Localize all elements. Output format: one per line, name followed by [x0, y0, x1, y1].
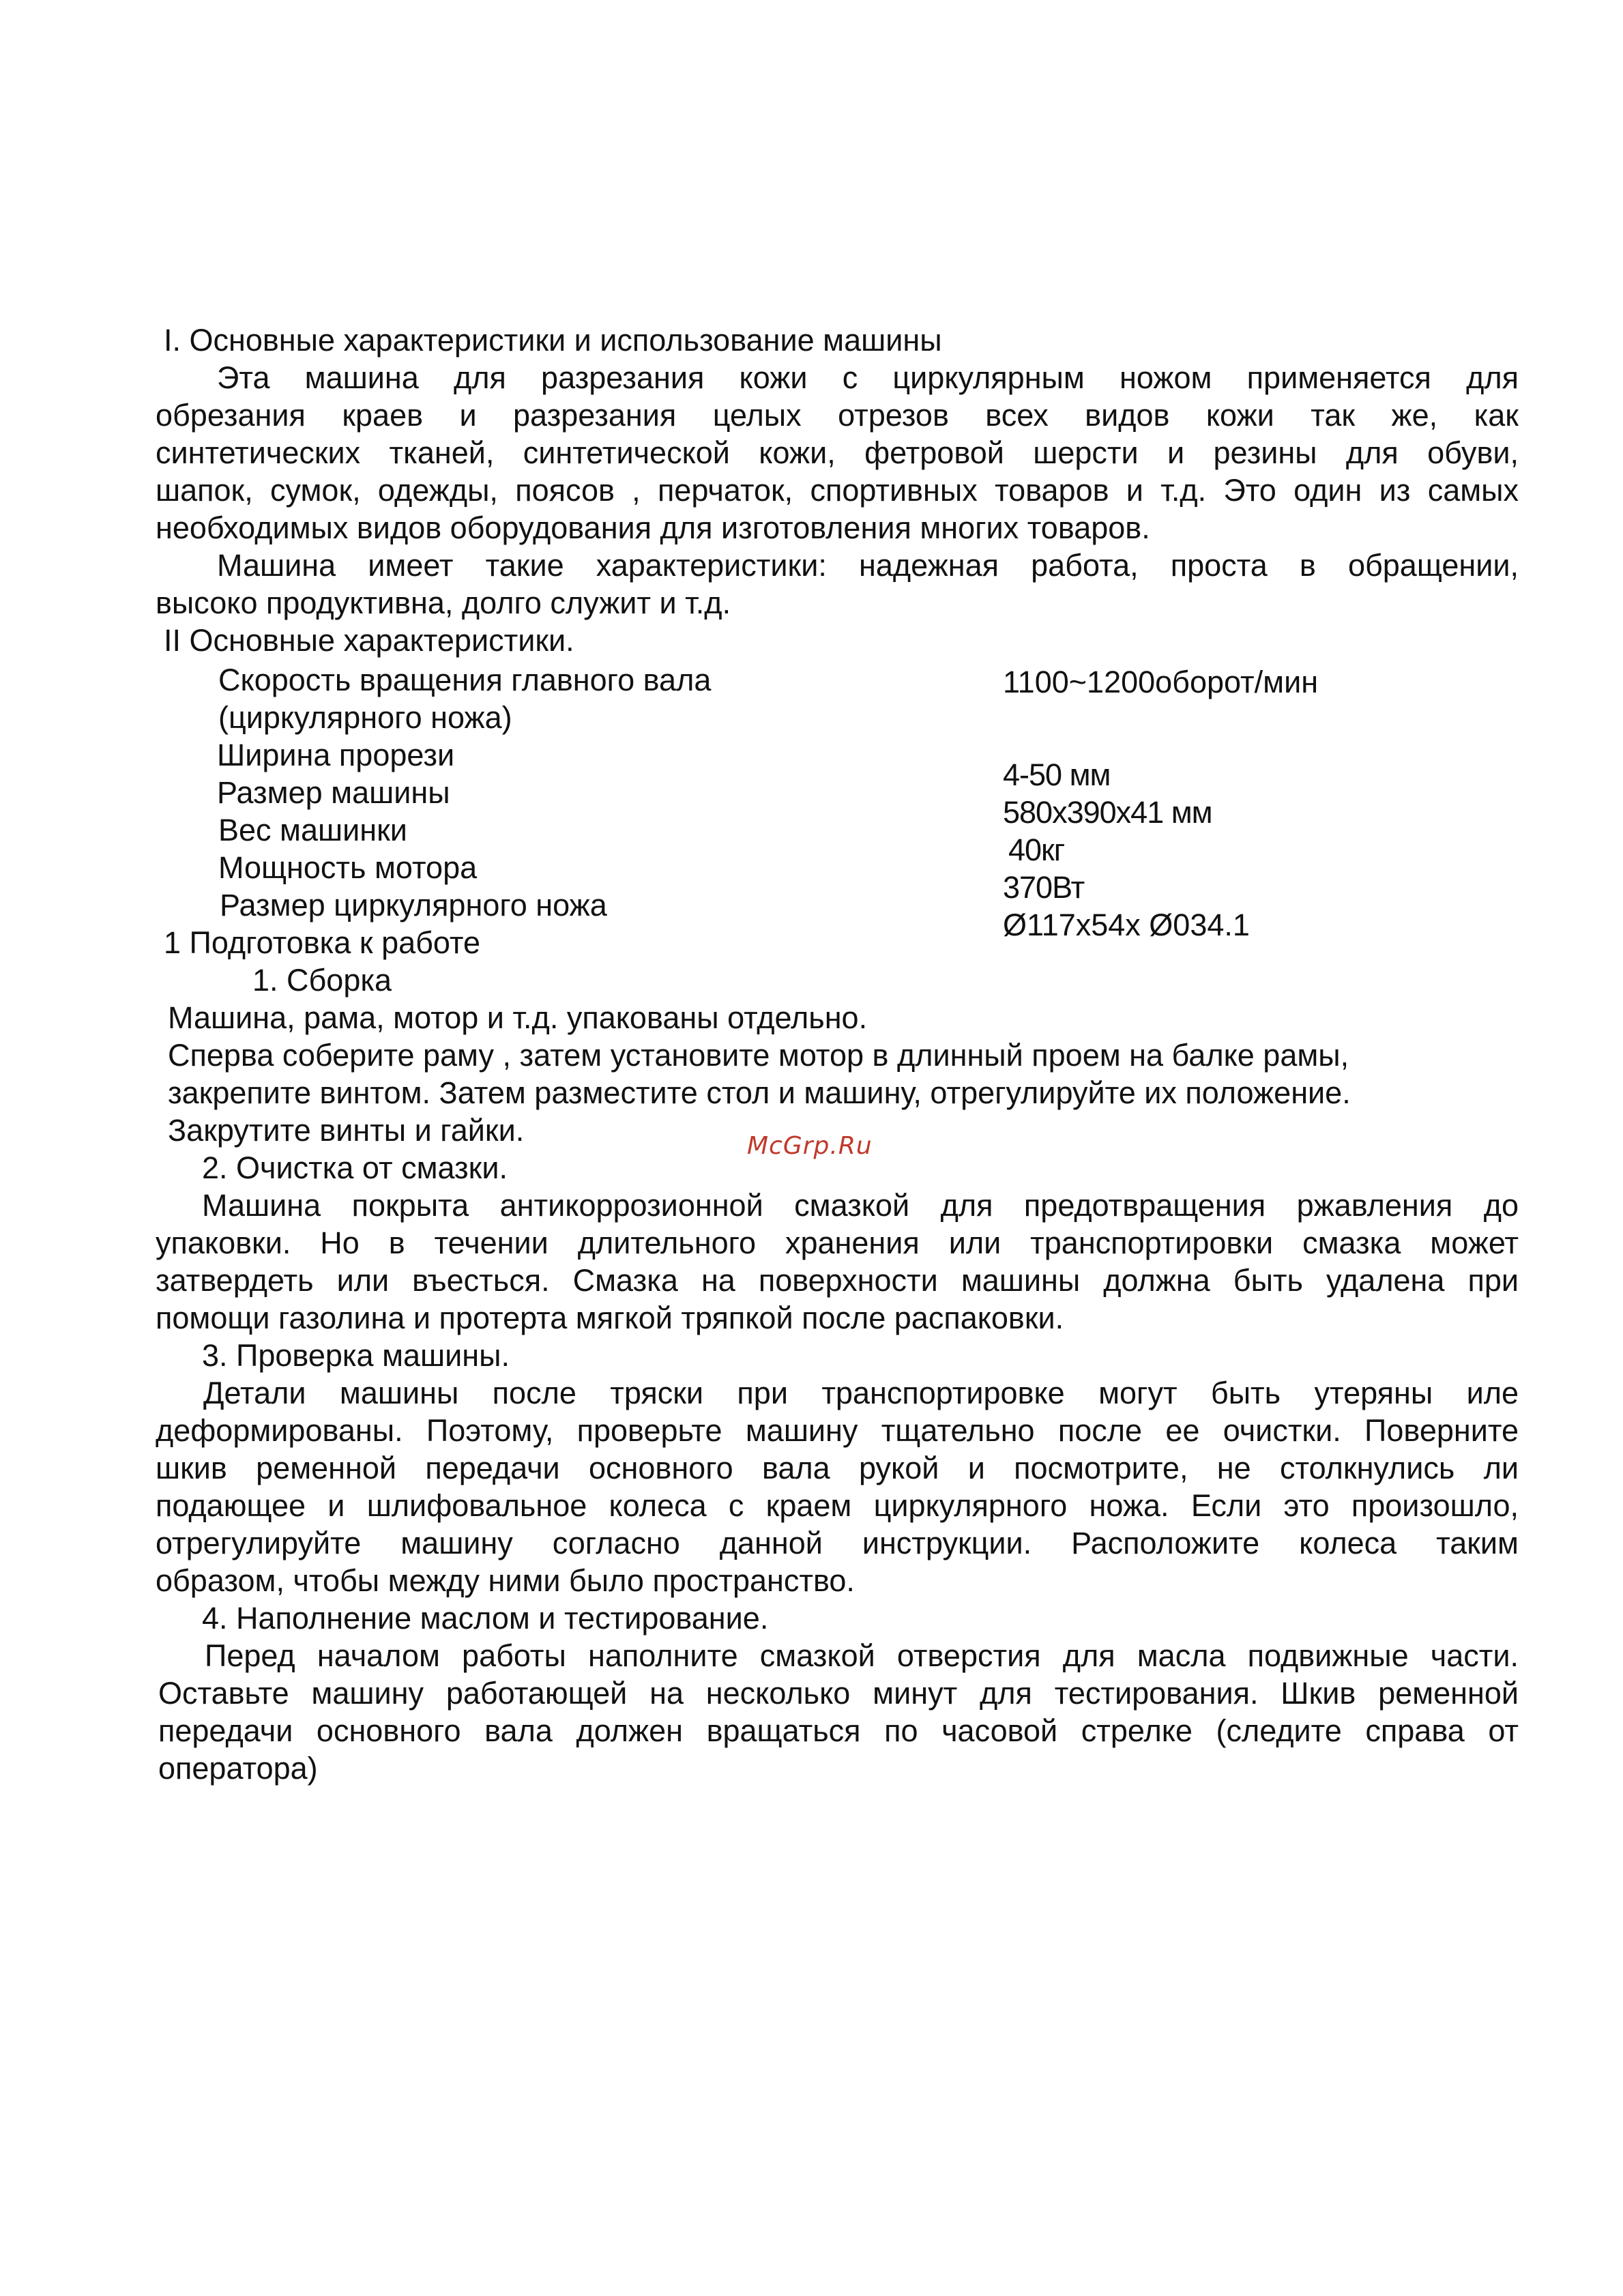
assembly-line3: закрепите винтом. Затем разместите стол и машину, отрегулируйте их положение.	[168, 1075, 1351, 1110]
oiling-line1: Перед началом работы наполните смазкой отверстия для масла подвижные части.	[205, 1638, 1519, 1673]
check-line5: отрегулируйте машину согласно данной инструкции. Расположите колеса таким	[156, 1526, 1519, 1560]
cleaning-line2: упаковки. Но в течении длительного хранения или транспортировки смазка может	[156, 1225, 1519, 1260]
check-line1: Детали машины после тряски при транспортировке могут быть утеряны иле	[203, 1376, 1519, 1410]
oiling-line3: передачи основного вала должен вращаться по часовой стрелке (следите справа от	[158, 1713, 1519, 1748]
assembly-line1: Машина, рама, мотор и т.д. упакованы отдельно.	[168, 1000, 868, 1035]
spec-label-machine-size: Размер машины	[217, 775, 450, 810]
section1-para1-line1: Эта машина для разрезания кожи с циркулярным ножом применяется для	[217, 360, 1519, 395]
section1-para2-line1: Машина имеет такие характеристики: надежная работа, проста в обращении,	[217, 548, 1519, 583]
oiling-heading: 4. Наполнение маслом и тестирование.	[202, 1601, 769, 1636]
section1-para2-line2: высоко продуктивна, долго служит и т.д.	[156, 585, 731, 620]
section1-para1-line4: шапок, сумок, одежды, поясов , перчаток, спортивных товаров и т.д. Это один из самых	[156, 473, 1519, 508]
spec-value-machine-size: 580x390x41 мм	[1003, 795, 1212, 830]
spec-value-slot-width: 4-50 мм	[1003, 757, 1111, 792]
oiling-line2: Оставьте машину работающей на несколько минут для тестирования. Шкив ременной	[158, 1676, 1519, 1711]
oiling-line4: оператора)	[158, 1751, 318, 1786]
watermark: McGrp.Ru	[747, 1132, 873, 1160]
cleaning-line3: затвердеть или въесться. Смазка на поверхности машины должна быть удалена при	[156, 1263, 1519, 1298]
check-line6: образом, чтобы между ними было пространство.	[156, 1563, 855, 1598]
check-line4: подающее и шлифовальное колеса с краем циркулярного ножа. Если это произошло,	[156, 1488, 1519, 1523]
prep-heading: 1 Подготовка к работе	[164, 925, 481, 960]
spec-label-knife-size: Размер циркулярного ножа	[220, 888, 607, 922]
section1-para1-line2: обрезания краев и разрезания целых отрезов всех видов кожи так же, как	[156, 398, 1519, 433]
section1-para1-line3: синтетических тканей, синтетической кожи, фетровой шерсти и резины для обуви,	[156, 435, 1519, 470]
assembly-heading: 1. Сборка	[252, 963, 392, 998]
section2-heading: II Основные характеристики.	[164, 623, 574, 658]
spec-value-motor-power: 370Вт	[1003, 870, 1085, 905]
cleaning-line4: помощи газолина и протерта мягкой тряпкой после распаковки.	[156, 1300, 1064, 1335]
check-line3: шкив ременной передачи основного вала рукой и посмотрите, не столкнулись ли	[156, 1451, 1519, 1485]
spec-value-weight: 40кг	[1008, 832, 1065, 867]
assembly-line4: Закрутите винты и гайки.	[168, 1113, 525, 1148]
check-line2: деформированы. Поэтому, проверьте машину тщательно после ее очистки. Поверните	[156, 1413, 1519, 1448]
spec-label-motor-power: Мощность мотора	[218, 850, 478, 885]
spec-value-knife-size: Ø117x54x Ø034.1	[1003, 907, 1250, 942]
section1-heading: I. Основные характеристики и использование машины	[164, 323, 942, 358]
spec-label-slot-width: Ширина прорези	[217, 738, 455, 772]
spec-label-speed: Скорость вращения главного вала	[218, 663, 712, 697]
spec-label-weight: Вес машинки	[218, 813, 407, 847]
check-heading: 3. Проверка машины.	[202, 1338, 510, 1373]
cleaning-line1: Машина покрыта антикоррозионной смазкой для предотвращения ржавления до	[202, 1188, 1519, 1223]
spec-label-speed-note: (циркулярного ножа)	[218, 700, 512, 735]
section1-para1-line5: необходимых видов оборудования для изготовления многих товаров.	[156, 510, 1150, 545]
spec-value-speed: 1100~1200оборот/мин	[1003, 665, 1319, 699]
cleaning-heading: 2. Очистка от смазки.	[202, 1150, 508, 1185]
assembly-line2: Сперва соберите раму , затем установите мотор в длинный проем на балке рамы,	[168, 1038, 1349, 1073]
